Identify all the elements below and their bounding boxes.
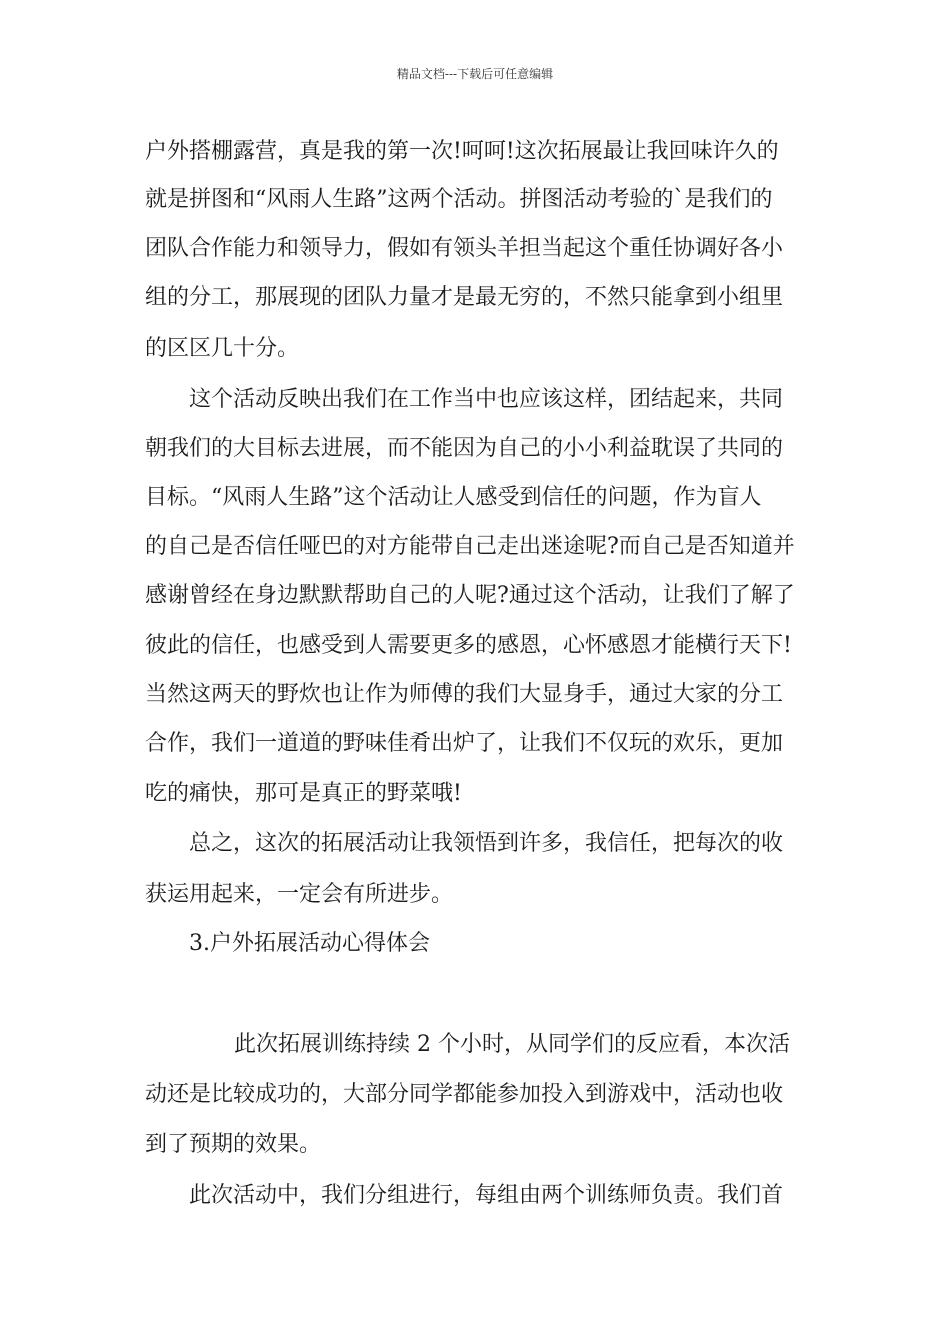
text-line: 吃的痛快，那可是真正的野菜哦! [145, 781, 462, 806]
text-line: 团队合作能力和领导力，假如有领头羊担当起这个重任协调好各小 [145, 236, 784, 261]
section-heading: 3.户外拓展活动心得体会 [189, 931, 430, 956]
text-line: 组的分工，那展现的团队力量才是最无穷的，不然只能拿到小组里 [145, 285, 784, 310]
text-line: 此次拓展训练持续 2 个小时，从同学们的反应看，本次活 [234, 1032, 790, 1057]
text-line: 朝我们的大目标去进展，而不能因为自己的小小利益耽误了共同的 [145, 436, 784, 461]
text-line: 动还是比较成功的，大部分同学都能参加投入到游戏中，活动也收 [145, 1082, 784, 1107]
text-line: 总之，这次的拓展活动让我领悟到许多，我信任，把每次的收 [189, 831, 784, 856]
text-line: 获运用起来，一定会有所进步。 [145, 882, 454, 907]
text-line: 的区区几十分。 [145, 336, 300, 361]
text-line: 此次活动中，我们分组进行，每组由两个训练师负责。我们首 [189, 1183, 784, 1208]
text-line: 到了预期的效果。 [145, 1132, 322, 1157]
text-line: 户外搭棚露营，真是我的第一次!呵呵!这次拓展最让我回味许久的 [145, 139, 779, 164]
text-line: 彼此的信任，也感受到人需要更多的感恩，心怀感恩才能横行天下! [145, 633, 792, 658]
text-line: 就是拼图和“风雨人生路”这两个活动。拼图活动考验的`是我们的 [145, 187, 773, 212]
text-line: 合作，我们一道道的野味佳肴出炉了，让我们不仅玩的欢乐，更加 [145, 731, 784, 756]
page-header: 精品文档---下载后可任意编辑 [396, 67, 554, 81]
text-line: 目标。“风雨人生路”这个活动让人感受到信任的问题，作为盲人 [145, 485, 762, 510]
text-line: 这个活动反映出我们在工作当中也应该这样，团结起来，共同 [189, 387, 784, 412]
text-line: 的自己是否信任哑巴的对方能带自己走出迷途呢?而自己是否知道并 [145, 534, 795, 559]
text-line: 当然这两天的野炊也让作为师傅的我们大显身手，通过大家的分工 [145, 682, 784, 707]
text-line: 感谢曾经在身边默默帮助自己的人呢?通过这个活动，让我们了解了 [145, 583, 795, 608]
